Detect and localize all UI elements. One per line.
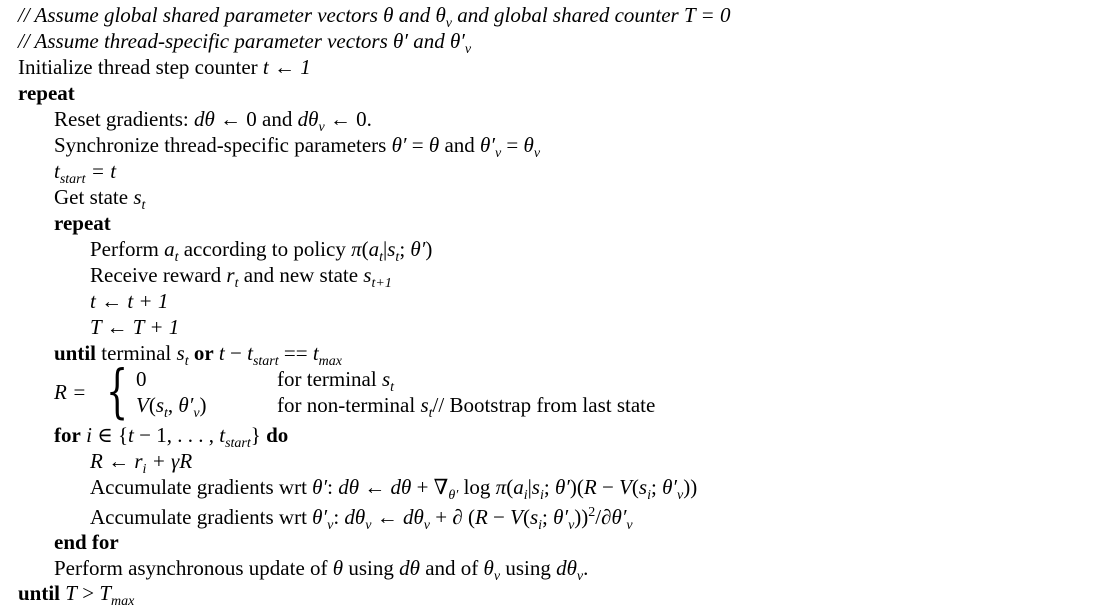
line-until-Tmax: until $T > T_{max}$ xyxy=(18,581,135,609)
line-accumulate-policy: Accumulate gradients wrt θ′: dθ ← $d\theta + \nabla_{\theta'}$ $\log \pi(a_i|s_i$; $\theta')(R - V(s_i$; $\theta'_v$)) xyxy=(90,475,698,503)
line-R-update: R ← $r_i + \gamma R$ xyxy=(90,449,193,477)
line-async-update: Perform asynchronous update of θ using dθ and of $\theta_v$ using $d\theta_v$. xyxy=(54,556,589,584)
line-synchronize: Synchronize thread-specific parameters θ′ = θ and $\theta'_v = \theta_v$ xyxy=(54,133,541,161)
line-initialize: Initialize thread step counter t ← 1 xyxy=(18,55,311,79)
line-t-increment: t ← t + 1 xyxy=(90,289,169,313)
line-R-equals: R = xyxy=(54,380,87,404)
case-nonterminal-label: for non-terminal $s_t//$ Bootstrap from last state xyxy=(277,393,656,421)
line-assume-thread: // Assume thread-specific parameter vectors θ′ and $\theta'_v$ xyxy=(18,29,472,57)
line-for-loop: for i ∈ {t − 1, . . . , $t_{start}$} do xyxy=(54,423,289,451)
line-until-terminal: until terminal $s_t$ or $t - t_{start} == t_{max}$ xyxy=(54,341,342,369)
keyword-end-for: end for xyxy=(54,530,119,554)
line-reset-gradients: Reset gradients: dθ ← 0 and $d\theta_v$ ← 0. xyxy=(54,107,372,135)
cases-brace: { xyxy=(106,357,129,425)
line-accumulate-value: Accumulate gradients wrt $\theta'_v$: $d\theta_v$ ← $d\theta_v$ + ∂ ($R - V(s_i$; $\theta'_v))^2/\partial\theta'_v$ xyxy=(90,505,633,533)
line-receive-reward: Receive reward $r_t$ and new state $s_{t+1}$ xyxy=(90,263,392,291)
line-T-increment: T ← T + 1 xyxy=(90,315,180,339)
case-zero: 0 xyxy=(136,367,147,391)
case-terminal-label: for terminal $s_t$ xyxy=(277,367,395,395)
comment-text: // Assume global shared parameter vectors xyxy=(18,3,384,27)
keyword-repeat-inner: repeat xyxy=(54,211,111,235)
line-assume-global: // Assume global shared parameter vectors θ and $\theta_v$ and global shared counter T = 0 xyxy=(18,3,731,31)
case-value-fn: $V(s_t$, $\theta'_v$) xyxy=(136,393,207,421)
line-perform-action: Perform $a_t$ according to policy $\pi(a_t|s_t$; θ′) xyxy=(90,237,433,265)
line-tstart: $t_{start} = t$ xyxy=(54,159,117,187)
keyword-repeat-outer: repeat xyxy=(18,81,75,105)
line-get-state: Get state $s_t$ xyxy=(54,185,146,213)
